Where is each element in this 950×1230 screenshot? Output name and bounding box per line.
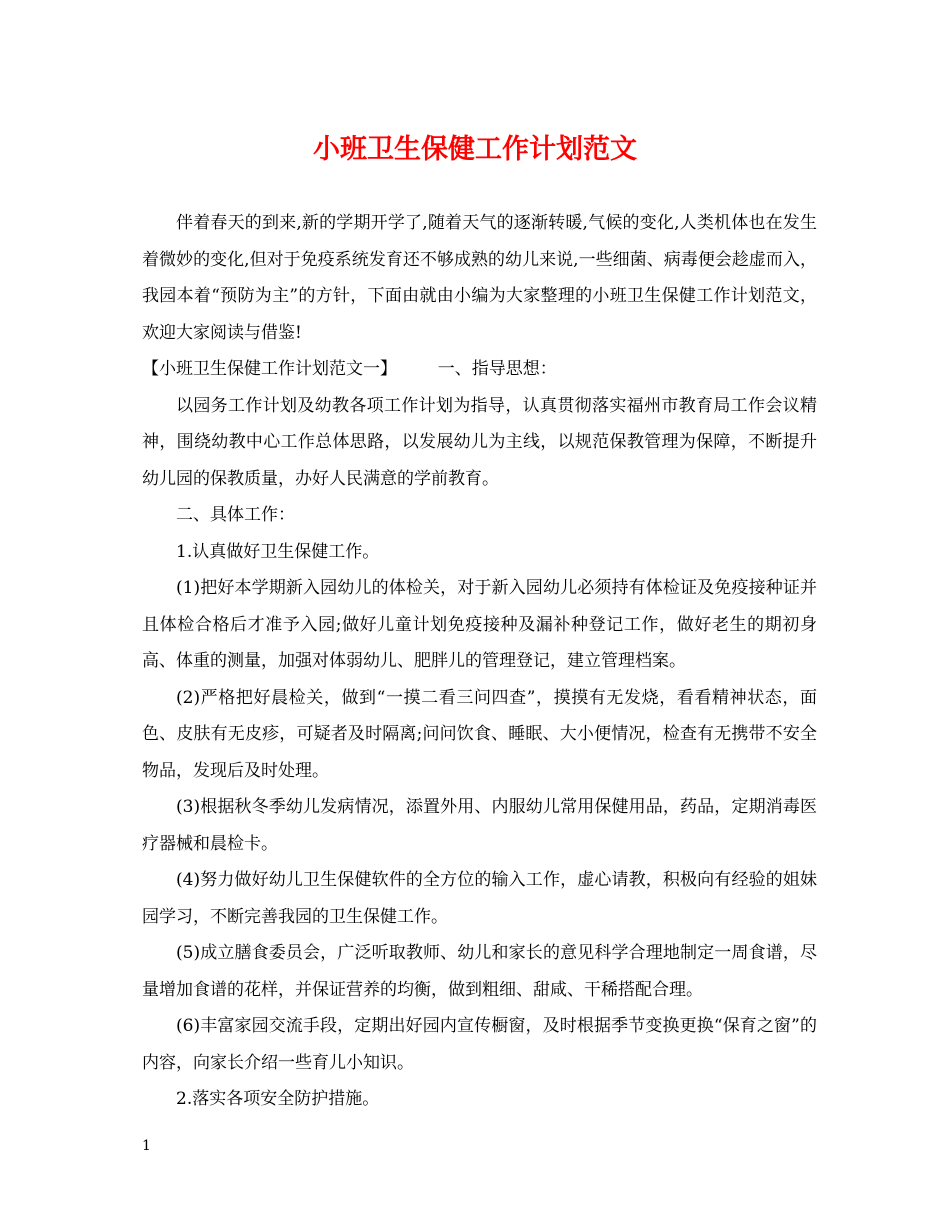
guiding-paragraph: 以园务工作计划及幼教各项工作计划为指导，认真贯彻落实福州市教育局工作会议精神，围绕幼教中心工作总体思路，以发展幼儿为主线，以规范保教管理为保障，不断提升幼儿园的保教质量，办好人民满意的学前教育。	[142, 395, 817, 489]
work-item-2: 2.落实各项安全防护措施。	[176, 1089, 380, 1109]
work-item-1: 1.认真做好卫生保健工作。	[176, 541, 380, 562]
section-heading-line	[142, 351, 817, 388]
intro-paragraph: 伴着春天的到来,新的学期开学了,随着天气的逐渐转暖,气候的变化,人类机体也在发生着微妙的变化,但对于免疫系统发育还不够成熟的幼儿来说,一些细菌、病毒便会趁虚而入，我园本着“预防为主”的方针，下面由就由小编为大家整理的小班卫生保健工作计划范文，欢迎大家阅读与借鉴!	[142, 213, 817, 343]
heading-guiding-thought: 一、指导思想：	[437, 359, 557, 379]
sub-item-2: (2)严格把好晨检关，做到“一摸二看三问四查”，摸摸有无发烧，看看精神状态，面色、皮肤有无皮疹，可疑者及时隔离;问问饮食、睡眠、大小便情况，检查有无携带不安全物品，发现后及时处理。	[142, 687, 817, 781]
document-title: 小班卫生保健工作计划范文	[313, 134, 637, 165]
sub-item-5: (5)成立膳食委员会，广泛听取教师、幼儿和家长的意见科学合理地制定一周食谱，尽量增加食谱的花样，并保证营养的均衡，做到粗细、甜咸、干稀搭配合理。	[142, 943, 817, 1000]
sub-item-6: (6)丰富家园交流手段，定期出好园内宣传橱窗，及时根据季节变换更换“保育之窗”的内容，向家长介绍一些育儿小知识。	[142, 1016, 817, 1073]
section-label: 【小班卫生保健工作计划范文一】	[142, 359, 397, 379]
document-body	[142, 205, 817, 1118]
heading-specific-work: 二、具体工作：	[176, 505, 295, 525]
sub-item-1: (1)把好本学期新入园幼儿的体检关，对于新入园幼儿必须持有体检证及免疫接种证并且体检合格后才准予入园;做好儿童计划免疫接种及漏补种登记工作，做好老生的期初身高、体重的测量，加强对体弱幼儿、肥胖儿的管理登记，建立管理档案。	[142, 578, 817, 671]
sub-item-3: (3)根据秋冬季幼儿发病情况，添置外用、内服幼儿常用保健用品，药品，定期消毒医疗器械和晨检卡。	[142, 797, 817, 854]
page-number: 1	[142, 1138, 151, 1154]
sub-item-4: (4)努力做好幼儿卫生保健软件的全方位的输入工作，虚心请教，积极向有经验的姐妹园学习，不断完善我园的卫生保健工作。	[142, 870, 817, 927]
